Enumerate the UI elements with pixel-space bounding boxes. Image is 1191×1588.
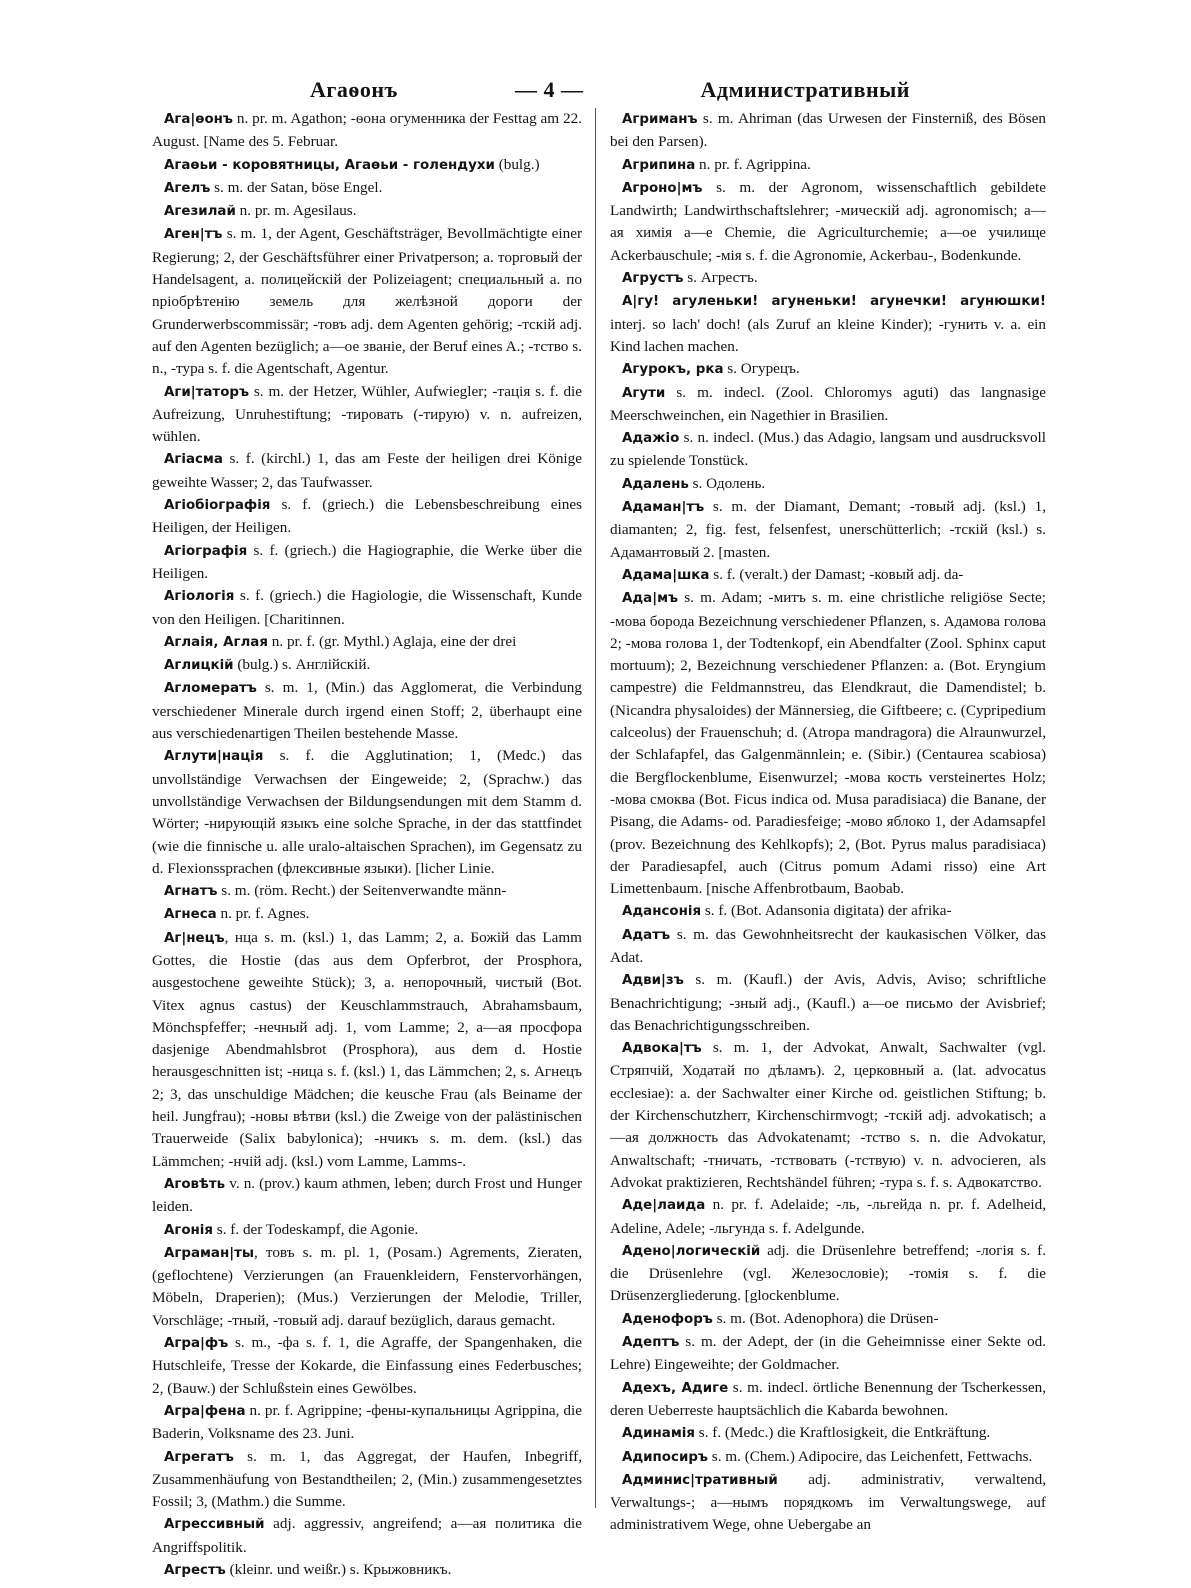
entry-definition: s. m. (Kaufl.) der Avis, Advis, Aviso; schriftliche Benachrichtigung; -зный adj., (Kaufl.) a—oe письмо der Avisbrief; das Benachrichtigungsschreiben.: [610, 971, 1046, 1034]
dictionary-entry: [610, 1331, 1046, 1377]
entry-definition: s. m. der Diamant, Demant; -товый adj. (ksl.) 1, diamanten; 2, fig. fest, felsenfest, unerschütterlich; -тскій (ksl.) s. Адамантовый 2. [masten.: [610, 498, 1046, 561]
column-divider: [595, 108, 596, 1508]
entry-definition: s. f. (Medc.) die Kraftlosigkeit, die Entkräftung.: [694, 1424, 991, 1442]
entry-definition: s. f. (griech.) die Hagiographie, die Werke über die Heiligen.: [152, 541, 582, 582]
entry-headword: Агезилай: [164, 204, 236, 220]
dictionary-entry: [152, 1219, 582, 1242]
entry-headword: Адажіо: [622, 431, 680, 447]
entry-headword: Адатъ: [622, 927, 671, 943]
entry-headword: Агра|фъ: [164, 1336, 229, 1352]
entry-headword: Агрессивный: [164, 1517, 265, 1533]
entry-definition: s. Одолень.: [688, 474, 766, 492]
entry-headword: Аденофоръ: [622, 1311, 713, 1327]
entry-definition: s. m. indecl. örtliche Benennung der Tscherkessen, deren Ueberreste hauptsächlich die Kabarda bewohnen.: [610, 1378, 1046, 1419]
entry-definition: s. m. Adam; -митъ s. m. eine christliche religiöse Secte; -мова борода Bezeichnung verschiedener Pflanzen, s. Адамова голова 2; -мова голова 1, der Todtenkopf, ein Abendfalter (Zool. Sphinx caput mortuum); 2, Bezeichnung verschiedener Pflanzen: a. (Bot. Eryngium campestre) die Feldmannstreu, das Elendkraut, die Damendistel; b. (Nicandra physaloides) der Männersieg, die Giftbeere; c. (Cypripedium calceolus) der Frauenschuh; d. (Atropa mandragora) die Alraunwurzel, der Schlafapfel, das Galgenmännlein; e. (Sibir.) (Centaurea scabiosa) die Bergflockenblume, Eisenwurzel; -мова кость versteinertes Holz; -мова смоква (Bot. Ficus indica od. Musa paradisiaca) die Banane, der Pisang, die Adams- od. Paradiesfeige; -мово яблоко 1, der Adamsapfel (prov. Bezeichnung des Kehlkopfs); 2, (Bot. Pyrus malus paradisiaca) der Paradiesapfel, auch (Citrus pomum Adami risso) eine Art Limettenbaum. [nische Affenbrotbaum, Baobab.: [610, 589, 1046, 898]
entry-headword: Адама|шка: [622, 567, 710, 583]
entry-headword: Адехъ, Адиге: [622, 1380, 729, 1396]
entry-headword: Админис|тративный: [622, 1472, 778, 1488]
left-column: [152, 108, 582, 1578]
entry-headword: Агіологія: [164, 589, 235, 605]
entry-definition: s. m. das Gewohnheitsrecht der kaukasischen Völker, das Adat.: [610, 925, 1046, 966]
entry-headword: А|гу! агуленьки! агуненьки! агунечки! агунюшки!: [622, 294, 1046, 310]
entry-definition: s. m. 1, das Aggregat, der Haufen, Inbegriff, Zusammenhäufung von Bestandtheilen; 2, (Min.) zusammengesetztes Fossil; 3, (Mathm.) die Summe.: [152, 1447, 582, 1511]
entry-definition: v. n. (prov.) kaum athmen, leben; durch Frost und Hunger leiden.: [152, 1174, 582, 1216]
dictionary-entry: [610, 924, 1046, 970]
dictionary-entry: [152, 1242, 582, 1332]
dictionary-entry: [152, 880, 582, 903]
entry-definition: , товъ s. m. pl. 1, (Posam.) Agrements, Zieraten, (geflochtene) Verzierungen (an Frauenkleidern, Fenstervorhängen, Möbeln, Draperien); (Mus.) Verzierungen der Melodie, Triller, Vorschläge; -тный, -товый adj. darauf bezüglich, daraus gemacht.: [152, 1243, 582, 1329]
entry-headword: Агути: [622, 385, 666, 401]
dictionary-entry: [152, 494, 582, 540]
entry-headword: Агаѳьи - коровятницы, Агаѳьи - голендухи: [164, 157, 495, 173]
dictionary-entry: [152, 448, 582, 494]
entry-headword: Агрустъ: [622, 271, 684, 287]
entry-headword: Адаман|тъ: [622, 500, 705, 516]
dictionary-entry: [610, 427, 1046, 473]
dictionary-entry: [152, 745, 582, 880]
dictionary-entry: [610, 1308, 1046, 1331]
entry-definition: adj. aggressiv, angreifend; a—ая политика die Angriffspolitik.: [152, 1515, 582, 1556]
entry-headword: Агрегатъ: [164, 1449, 234, 1465]
entry-headword: Аграман|ты: [164, 1245, 254, 1261]
dictionary-entry: [152, 631, 582, 654]
dictionary-entry: [152, 154, 582, 177]
dictionary-entry: [152, 654, 582, 677]
entry-definition: s. m. der Hetzer, Wühler, Aufwiegler; -тація s. f. die Aufreizung, Unruhestiftung; -тировать (-тирую) v. n. aufreizen, wühlen.: [152, 382, 582, 446]
dictionary-entry: [152, 200, 582, 223]
entry-definition: s. m. der Satan, böse Engel.: [210, 178, 383, 196]
entry-headword: Агіобіографія: [164, 498, 271, 514]
dictionary-entry: [610, 358, 1046, 381]
entry-headword: Агіографія: [164, 543, 248, 559]
entry-headword: Аг|нецъ: [164, 930, 225, 946]
entry-definition: s. n. indecl. (Mus.) das Adagio, langsam und ausdrucksvoll zu spielende Tonstück.: [610, 429, 1046, 470]
entry-definition: , нца s. m. (ksl.) 1, das Lamm; 2, a. Божій das Lamm Gottes, die Hostie (das aus dem Opferbrot, der Prosphora, ausgestochene geweihte Stück); 3, a. непорочный, чистый (Bot. Vitex agnus castus) der Keuschlammstrauch, Abrahamsbaum, Mönchspfeffer; -нечный adj. 1, vom Lamme; 2, a—ая просфора dasjenige Abendmahlsbrot (Prosphora), aus dem d. Hostie herausgeschnitten ist; -ница s. f. (ksl.) 1, das Lämmchen; 2, s. Агнецъ 2; 3, das unschuldige Mädchen; die keusche Frau (als Beiname der heil. Jungfrau); -новы вѣтви (ksl.) die Zweige von der palästinischen Trauerweide (Salix babylonica); -нчикъ s. m. dem. (ksl.) das Lämmchen; -нчій adj. (ksl.) vom Lamme, Lamms-.: [152, 928, 582, 1170]
entry-headword: Адептъ: [622, 1335, 680, 1351]
dictionary-entry: [152, 1173, 582, 1219]
dictionary-entry: [610, 900, 1046, 923]
entry-headword: Адено|логическій: [622, 1243, 761, 1259]
entry-headword: Адинамія: [622, 1426, 695, 1442]
entry-definition: s. f. (griech.) die Lebensbeschreibung eines Heiligen, der Heiligen.: [152, 496, 582, 537]
dictionary-entry: [610, 1469, 1046, 1537]
entry-headword: Адансонія: [622, 904, 702, 920]
dictionary-entry: [152, 903, 582, 926]
dictionary-entry: [610, 1240, 1046, 1308]
dictionary-entry: [610, 1446, 1046, 1469]
entry-definition: n. pr. f. Agrippine; -фены-купальницы Agrippina, die Baderin, Volksname des 23. Juni.: [152, 1401, 582, 1443]
dictionary-entry: [152, 585, 582, 631]
entry-headword: Агломератъ: [164, 681, 257, 697]
entry-headword: Аглути|нація: [164, 749, 264, 765]
dictionary-entry: [152, 1446, 582, 1514]
entry-definition: s. f. (veralt.) der Damast; -ковый adj. da-: [709, 565, 964, 583]
dictionary-entry: [610, 267, 1046, 290]
entry-definition: n. pr. m. Agesilaus.: [235, 202, 357, 220]
entry-headword: Агрипина: [622, 157, 696, 173]
entry-headword: Агелъ: [164, 180, 211, 196]
dictionary-entry: [152, 1559, 582, 1582]
right-column: [610, 108, 1046, 1534]
entry-definition: s. m. 1, (Min.) das Agglomerat, die Verbindung verschiedener Minerale durch irgend einen Stoff; 2, überhaupt eine aus verschiedenartigen Theilen bestehende Masse.: [152, 679, 582, 743]
dictionary-entry: [152, 927, 582, 1173]
entry-definition: adj. administrativ, verwaltend, Verwaltungs-; a—нымъ порядкомъ im Verwaltungswege, auf administrativem Wege, ohne Uebergabe an: [610, 1470, 1046, 1534]
entry-headword: Агра|фена: [164, 1403, 246, 1419]
entry-definition: s. m. (Chem.) Adipocire, das Leichenfett, Fettwachs.: [707, 1447, 1033, 1465]
entry-definition: s. m. der Adept, der (in die Geheimnisse einer Sekte od. Lehre) Eingeweihte; der Goldmacher.: [610, 1333, 1046, 1374]
entry-headword: Агриманъ: [622, 112, 698, 127]
entry-definition: s. m. indecl. (Zool. Chloromys aguti) das langnasige Meerschweinchen, ein Nagethier in Brasilien.: [610, 383, 1046, 424]
dictionary-entry: [152, 540, 582, 586]
dictionary-entry: [610, 154, 1046, 177]
entry-definition: s. Агрестъ.: [683, 269, 758, 287]
entry-definition: (bulg.) s. Англійскій.: [233, 656, 371, 674]
entry-definition: n. pr. f. Adelaide; -ль, -льгейда n. pr. f. Adelheid, Adeline, Adele; -льгунда s. f. Adelgunde.: [610, 1196, 1046, 1237]
entry-definition: n. pr. f. Agrippina.: [695, 155, 811, 173]
dictionary-entry: [610, 108, 1046, 154]
entry-definition: n. pr. f. Agnes.: [216, 905, 310, 923]
entry-headword: Агурокъ, рка: [622, 362, 724, 378]
page-number: — 4 —: [514, 77, 584, 102]
dictionary-entry: [610, 1037, 1046, 1194]
entry-headword: Аговѣть: [164, 1176, 226, 1192]
dictionary-entry: [610, 587, 1046, 900]
entry-definition: (bulg.): [494, 155, 540, 173]
entry-definition: s. m. der Agronom, wissenschaftlich gebildete Landwirth; Landwirthschaftslehrer; -мическій adj. agronomisch; a—ая химія a—e Chemie, die Agriculturchemie; a—ое училище Ackerbauschule; -мія s. f. die Agronomie, Ackerbau-, Bodenkunde.: [610, 178, 1046, 264]
entry-definition: s. m. Ahriman (das Urwesen der Finsterniß, des Bösen bei den Parsen).: [610, 110, 1046, 151]
entry-definition: s. f. (kirchl.) 1, das am Feste der heiligen drei Könige geweihte Wasser; 2, das Taufwasser.: [152, 450, 582, 491]
header-right-guideword: Административный: [700, 77, 910, 102]
page-header: [310, 72, 910, 108]
header-left-guideword: Агаѳонъ: [310, 77, 398, 102]
dictionary-entry: [610, 177, 1046, 267]
entry-definition: s. Огурецъ.: [723, 360, 800, 378]
entry-headword: Агіасма: [164, 452, 223, 468]
entry-definition: s. m. (Bot. Adenophora) die Drüsen-: [712, 1309, 939, 1327]
entry-headword: Аглаія, Аглая: [164, 634, 268, 650]
entry-headword: Адви|зъ: [622, 973, 684, 989]
dictionary-entry: [152, 223, 582, 380]
dictionary-entry: [610, 473, 1046, 496]
entry-headword: Аде|лаида: [622, 1198, 706, 1214]
entry-definition: s. m. (röm. Recht.) der Seitenverwandte männ-: [217, 882, 507, 900]
entry-definition: interj. so lach' doch! (als Zuruf an kleine Kinder); -гунить v. a. ein Kind lachen machen.: [610, 315, 1046, 355]
entry-headword: Агонія: [164, 1222, 213, 1238]
dictionary-entry: [152, 1400, 582, 1446]
dictionary-entry: [610, 564, 1046, 587]
entry-headword: Ага|ѳонъ: [164, 112, 233, 127]
entry-definition: s. m., -фа s. f. 1, die Agraffe, der Spangenhaken, die Hutschleife, Tresse der Kokarde, die Einfassung eines Federbusches; 2, (Bauw.) der Schlußstein eines Gewölbes.: [152, 1334, 582, 1397]
entry-headword: Агрестъ: [164, 1563, 226, 1578]
entry-headword: Аги|таторъ: [164, 384, 250, 400]
entry-headword: Агроно|мъ: [622, 180, 703, 196]
dictionary-entry: [152, 1332, 582, 1400]
entry-definition: s. f. die Agglutination; 1, (Medc.) das unvollständige Verwachsen der Eingeweide; 2, (Sprachw.) das unvollständige Verwachsen der Bildungsendungen mit dem Stamm d. Wörter; -нирующій языкъ eine solche Sprache, in der das stattfindet (wie die finnische u. alle uralo-altaischen Sprachen), im Gegensatz zu d. Flexionssprachen (флексивные языки). [licher Linie.: [152, 747, 582, 877]
entry-definition: s. f. (Bot. Adansonia digitata) der afrika-: [701, 902, 952, 920]
dictionary-entry: [610, 290, 1046, 358]
entry-definition: (kleinr. und weißr.) s. Крыжовникъ.: [225, 1561, 452, 1578]
dictionary-entry: [152, 177, 582, 200]
entry-headword: Адипосиръ: [622, 1449, 708, 1465]
dictionary-entry: [610, 382, 1046, 428]
dictionary-entry: [152, 677, 582, 745]
dictionary-entry: [152, 381, 582, 449]
dictionary-entry: [610, 1194, 1046, 1240]
entry-headword: Агнеса: [164, 907, 217, 923]
entry-definition: n. pr. m. Agathon; -ѳона огуменника der Festtag am 22. August. [Name des 5. Februar.: [152, 110, 582, 151]
entry-headword: Ада|мъ: [622, 591, 679, 607]
dictionary-entry: [152, 108, 582, 154]
dictionary-entry: [610, 969, 1046, 1037]
dictionary-entry: [610, 1377, 1046, 1423]
entry-definition: s. f. (griech.) die Hagiologie, die Wissenschaft, Kunde von den Heiligen. [Charitinnen.: [152, 587, 582, 628]
entry-definition: s. m. 1, der Advokat, Anwalt, Sachwalter (vgl. Стряпчій, Ходатай по дѣламъ). 2, церковный a. (lat. advocatus ecclesiae): a. der Sachwalter einer Kirche od. geistlichen Stiftung; b. der Kirchenschutzherr, Kirchenschirmvogt; -тскій adj. advokatisch; a—ая должность das Advokatenamt; -тство s. n. die Advokatur, Anwaltschaft; -тничать, -тствовать (-тствую) v. n. advocieren, als Advokat praktizieren, Rechtshändel führen; -тура s. f. s. Адвокатство.: [610, 1039, 1046, 1191]
entry-headword: Адвока|тъ: [622, 1041, 702, 1057]
dictionary-entry: [152, 1513, 582, 1559]
entry-headword: Агнатъ: [164, 884, 218, 900]
entry-definition: n. pr. f. (gr. Mythl.) Aglaja, eine der drei: [267, 632, 517, 650]
entry-definition: s. f. der Todeskampf, die Agonie.: [213, 1220, 419, 1238]
entry-definition: s. m. 1, der Agent, Geschäftsträger, Bevollmächtigte einer Regierung; 2, der Geschäftsführer einer Privatperson; a. торговый der Handelsagent, a. полицейскій der Polizeiagent; специальный a. по npioбрѣтенію земель для желѣзной дороги der Grunderwerbscommissär; -товъ adj. dem Agenten gehörig; -тскій adj. auf den Agenten bezüglich; a—ое званіе, der Beruf eines A.; -тство s. n., -тура s. f. die Agentschaft, Agentur.: [152, 225, 582, 378]
dictionary-entry: [610, 1422, 1046, 1445]
entry-headword: Адалень: [622, 476, 689, 492]
dictionary-entry: [610, 496, 1046, 564]
entry-definition: adj. die Drüsenlehre betreffend; -логія s. f. die Drüsenlehre (vgl. Железословіе); -томія s. f. die Drüsenzergliederung. [glockenblume.: [610, 1241, 1046, 1305]
entry-headword: Аглицкій: [164, 658, 234, 674]
entry-headword: Аген|тъ: [164, 227, 223, 243]
